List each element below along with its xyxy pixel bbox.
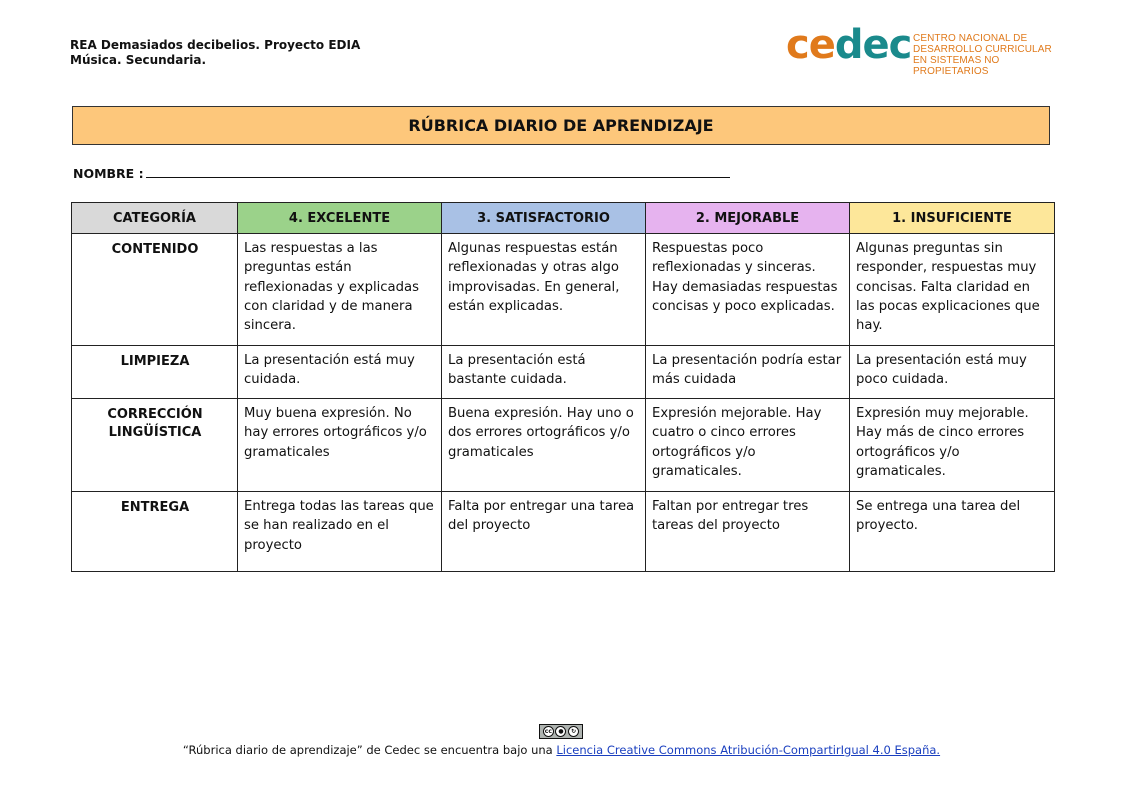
table-cell: Respuestas poco reflexionadas y sinceras. Hay demasiadas respuestas concisas y poco explicadas. xyxy=(646,234,850,346)
cedec-logo-subtitle xyxy=(913,33,1056,77)
table-cell: Expresión muy mejorable. Hay más de cinco errores ortográficos y/o gramaticales. xyxy=(850,399,1055,492)
table-cell: Algunas respuestas están reflexionadas y otras algo improvisadas. En general, están explicadas. xyxy=(442,234,646,346)
table-cell: Expresión mejorable. Hay cuatro o cinco errores ortográficos y/o gramaticales. xyxy=(646,399,850,492)
category-contenido: CONTENIDO xyxy=(72,234,238,346)
logo-word-ce: ce xyxy=(786,22,835,68)
category-correccion-linguistica: CORRECCIÓN LINGÜÍSTICA xyxy=(72,399,238,492)
document-header xyxy=(70,38,360,68)
name-field[interactable] xyxy=(73,165,730,181)
table-cell: Entrega todas las tareas que se han realizado en el proyecto xyxy=(238,492,442,572)
by-icon: ● xyxy=(555,726,566,737)
table-cell: Falta por entregar una tarea del proyecto xyxy=(442,492,646,572)
table-cell: La presentación está bastante cuidada. xyxy=(442,346,646,399)
table-cell: Algunas preguntas sin responder, respuestas muy concisas. Falta claridad en las pocas explicaciones que hay. xyxy=(850,234,1055,346)
table-row xyxy=(72,492,1055,572)
table-cell: Muy buena expresión. No hay errores ortográficos y/o gramaticales xyxy=(238,399,442,492)
table-cell: La presentación está muy cuidada. xyxy=(238,346,442,399)
category-limpieza: LIMPIEZA xyxy=(72,346,238,399)
cedec-logo xyxy=(786,22,1056,77)
header-categoria: CATEGORÍA xyxy=(72,203,238,234)
header-satisfactorio: 3. SATISFACTORIO xyxy=(442,203,646,234)
cc-icon: cc xyxy=(544,728,552,735)
logo-sub-line-1: CENTRO NACIONAL DE xyxy=(913,33,1028,44)
sa-icon: ↻ xyxy=(568,726,579,737)
header-insuficiente: 1. INSUFICIENTE xyxy=(850,203,1055,234)
table-cell: La presentación podría estar más cuidada xyxy=(646,346,850,399)
rubric-table xyxy=(71,202,1055,572)
table-cell: La presentación está muy poco cuidada. xyxy=(850,346,1055,399)
logo-sub-line-2: DESARROLLO CURRICULAR xyxy=(913,44,1052,55)
license-text: “Rúbrica diario de aprendizaje” de Cedec se encuentra bajo una xyxy=(182,743,557,757)
table-cell: Las respuestas a las preguntas están reflexionadas y explicadas con claridad y de manera sincera. xyxy=(238,234,442,346)
table-header-row xyxy=(72,203,1055,234)
category-entrega: ENTREGA xyxy=(72,492,238,572)
license-link[interactable]: Licencia Creative Commons Atribución-CompartirIgual 4.0 España. xyxy=(556,743,941,757)
name-label: NOMBRE : xyxy=(73,166,144,181)
header-project: REA Demasiados decibelios. Proyecto EDIA xyxy=(70,38,361,52)
logo-sub-line-3: EN SISTEMAS NO PROPIETARIOS xyxy=(913,55,1000,77)
header-subject: Música. Secundaria. xyxy=(70,53,207,67)
header-excelente: 4. EXCELENTE xyxy=(238,203,442,234)
name-blank-line[interactable] xyxy=(146,165,730,178)
header-mejorable: 2. MEJORABLE xyxy=(646,203,850,234)
table-row xyxy=(72,399,1055,492)
page-title: RÚBRICA DIARIO DE APRENDIZAJE xyxy=(72,106,1050,145)
cedec-logo-word xyxy=(786,22,911,68)
creative-commons-badge xyxy=(539,724,583,739)
table-row xyxy=(72,346,1055,399)
table-row xyxy=(72,234,1055,346)
table-cell: Se entrega una tarea del proyecto. xyxy=(850,492,1055,572)
logo-word-dec: dec xyxy=(834,22,912,68)
table-cell: Buena expresión. Hay uno o dos errores ortográficos y/o gramaticales xyxy=(442,399,646,492)
license-footer xyxy=(0,743,1123,757)
table-cell: Faltan por entregar tres tareas del proyecto xyxy=(646,492,850,572)
